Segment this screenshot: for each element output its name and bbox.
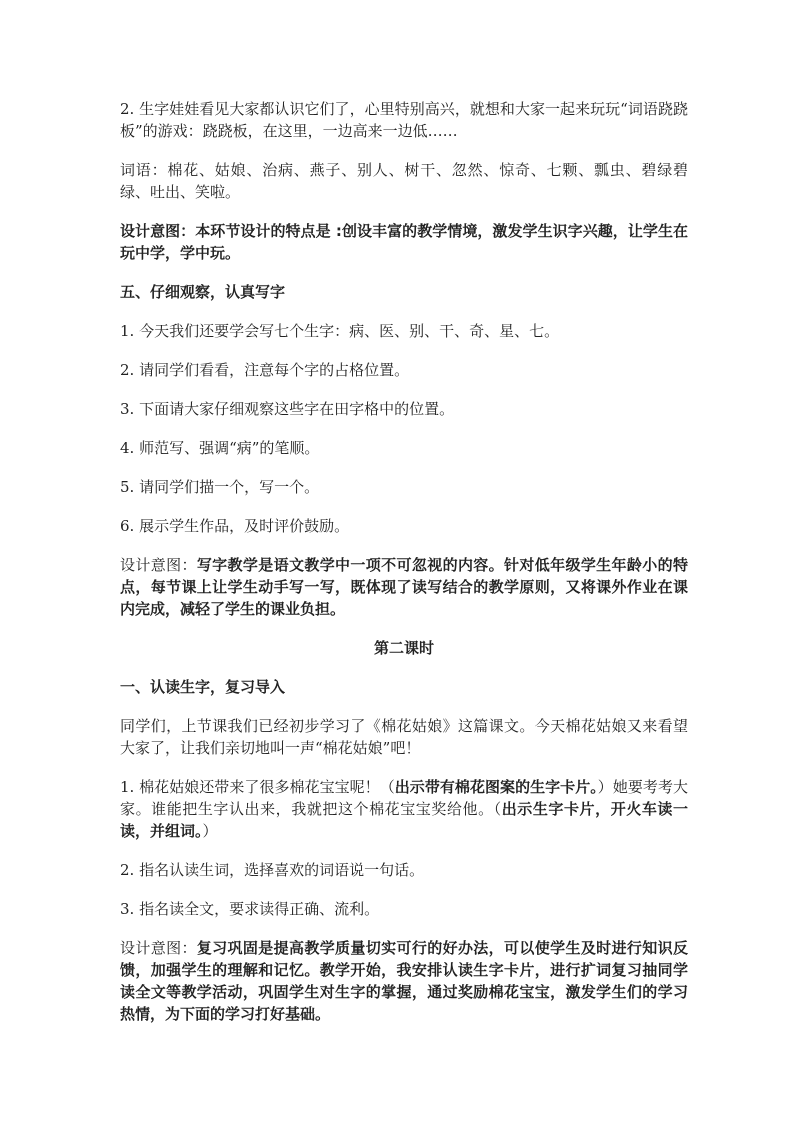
writing-step-5: 5. 请同学们描一个，写一个。 [120,478,320,496]
writing-step-4: 4. 师范写、强调“病”的笔顺。 [120,439,320,457]
section-heading-5: 五、仔细观察，认真写字 [120,283,286,301]
design-intent-1: 设计意图：本环节设计的特点是 :创设丰富的教学情境，激发学生识字兴趣，让学生在玩中学，学中玩。 [120,222,688,262]
review-step-1-text-a: 1. 棉花姑娘还带来了很多棉花宝宝呢！（ [120,778,395,796]
review-step-1-note-a: 出示带有棉花图案的生字卡片。 [394,778,598,796]
review-step-2: 2. 指名认读生词，选择喜欢的词语说一句话。 [120,861,425,879]
writing-step-6: 6. 展示学生作品，及时评价鼓励。 [120,517,350,535]
design-intent-2 [120,554,688,620]
review-step-1-note-b: 出示生字卡片，开火车读一读，并组词。 [120,800,688,840]
design-intent-label: 设计意图： [120,556,197,574]
document-page [120,98,688,1042]
review-step-1 [120,776,688,842]
writing-step-2: 2. 请同学们看看，注意每个字的占格位置。 [120,361,410,379]
section-heading-1: 一、认读生字，复习导入 [120,678,286,696]
design-intent-3-label: 设计意图： [120,939,197,957]
design-intent-body: 写字教学是语文教学中一项不可忽视的内容。针对低年级学生年龄小的特点，每节课上让学生动手写一写，既体现了读写结合的教学原则，又将课外作业在课内完成，减轻了学生的课业负担。 [120,556,688,618]
lesson-two-title: 第二课时 [373,639,434,657]
review-step-1-text-c: ） [202,822,218,840]
design-intent-3-body: 复习巩固是提高教学质量切实可行的好办法，可以使学生及时进行知识反馈，加强学生的理解和记忆。教学开始，我安排认读生字卡片，进行扩词复习抽同学读全文等教学活动，巩固学生对生字的掌握，通过奖励棉花宝宝，激发学生们的学习热情，为下面的学习打好基础。 [120,939,688,1023]
paragraph-word-list: 词语：棉花、姑娘、治病、燕子、别人、树干、忽然、惊奇、七颗、瓢虫、碧绿碧绿、吐出、笑啦。 [120,161,688,201]
writing-step-3: 3. 下面请大家仔细观察这些字在田字格中的位置。 [120,400,455,418]
paragraph-review-intro: 同学们，上节课我们已经初步学习了《棉花姑娘》这篇课文。今天棉花姑娘又来看望大家了，让我们亲切地叫一声“棉花姑娘”吧！ [120,717,688,757]
writing-step-1: 1. 今天我们还要学会写七个生字：病、医、别、干、奇、星、七。 [120,322,560,340]
review-step-1-text-b: ）她要考考大家。谁能把生字认出来，我就把这个棉花宝宝奖给他。（ [120,778,688,818]
review-step-3: 3. 指名读全文，要求读得正确、流利。 [120,900,380,918]
paragraph-game-intro: 2. 生字娃娃看见大家都认识它们了，心里特别高兴，就想和大家一起来玩玩“词语跷跷板”的游戏：跷跷板，在这里，一边高来一边低…… [120,100,688,140]
design-intent-3 [120,937,688,1025]
